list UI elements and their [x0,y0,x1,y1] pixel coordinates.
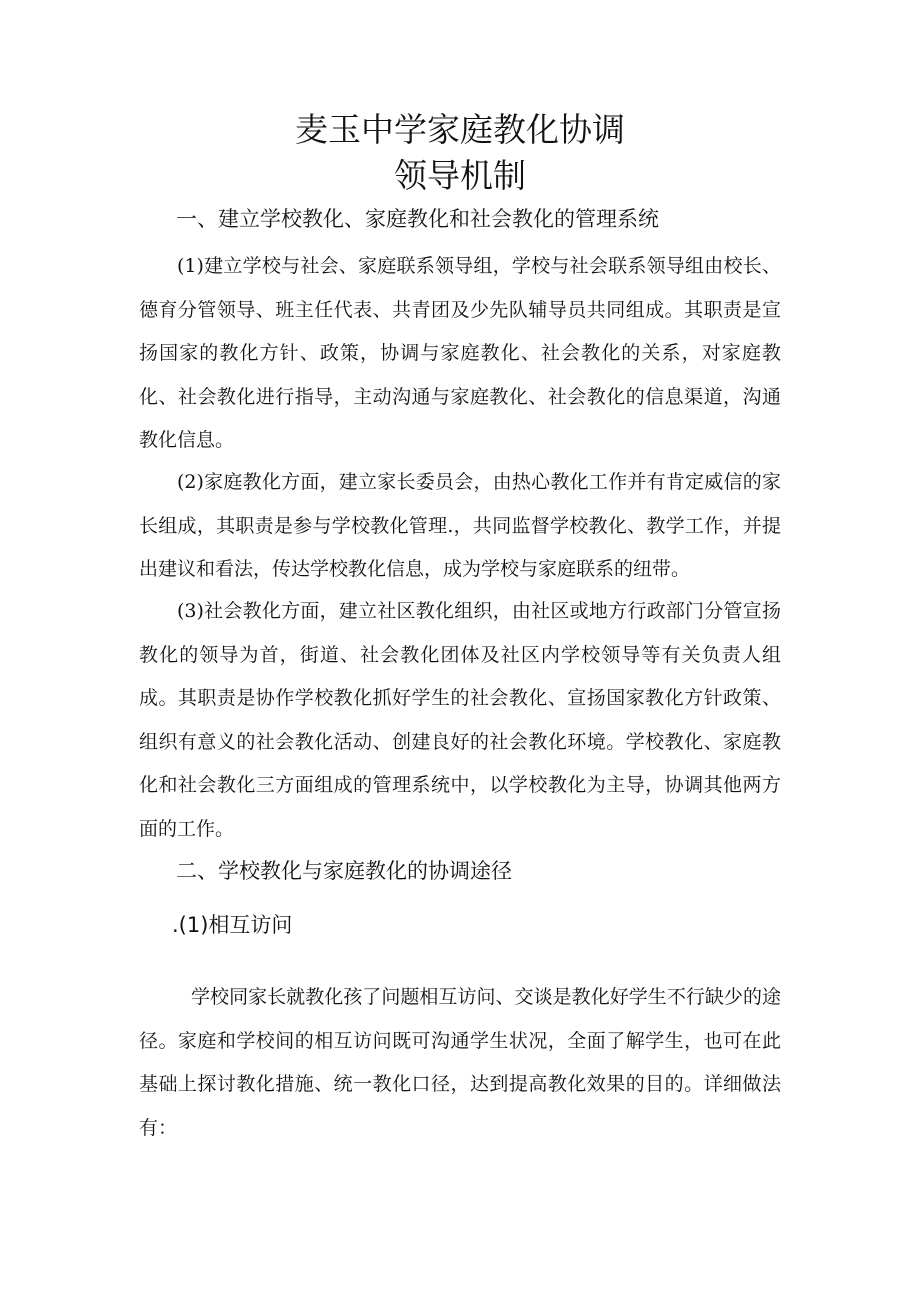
section-2-subheading-1: .(1)相互访问 [172,913,293,937]
section-2-heading: 二、学校教化与家庭教化的协调途径 [176,859,512,883]
section-2-paragraph-1: 学校同家长就教化孩了问题相互访问、交谈是教化好学生不行缺少的途径。家庭和学校间的相互访问既可沟通学生状况，全面了解学生，也可在此基础上探讨教化措施、统一教化口径，达到提高教化效果的目的。详细做法有： [139,986,781,1139]
section-1-paragraph-1: (1)建立学校与社会、家庭联系领导组，学校与社会联系领导组由校长、德育分管领导、班主任代表、共青团及少先队辅导员共同组成。其职责是宣扬国家的教化方针、政策，协调与家庭教化、社会教化的关系，对家庭教化、社会教化进行指导，主动沟通与家庭教化、社会教化的信息渠道，沟通教化信息。 [139,255,781,451]
document-title-line-2: 领导机制 [394,156,526,195]
document-title-line-1: 麦玉中学家庭教化协调 [295,110,625,149]
section-1-heading: 一、建立学校教化、家庭教化和社会教化的管理系统 [176,207,659,231]
section-1-paragraph-2: (2)家庭教化方面，建立家长委员会，由热心教化工作并有肯定威信的家长组成，其职责是参与学校教化管理.，共同监督学校教化、教学工作，并提出建议和看法，传达学校教化信息，成为学校与家庭联系的纽带。 [139,471,781,580]
section-1-paragraph-3: (3)社会教化方面，建立社区教化组织，由社区或地方行政部门分管宣扬教化的领导为首，街道、社会教化团体及社区内学校领导等有关负责人组成。其职责是协作学校教化抓好学生的社会教化、宣扬国家教化方针政策、组织有意义的社会教化活动、创建良好的社会教化环境。学校教化、家庭教化和社会教化三方面组成的管理系统中，以学校教化为主导，协调其他两方面的工作。 [139,600,781,840]
